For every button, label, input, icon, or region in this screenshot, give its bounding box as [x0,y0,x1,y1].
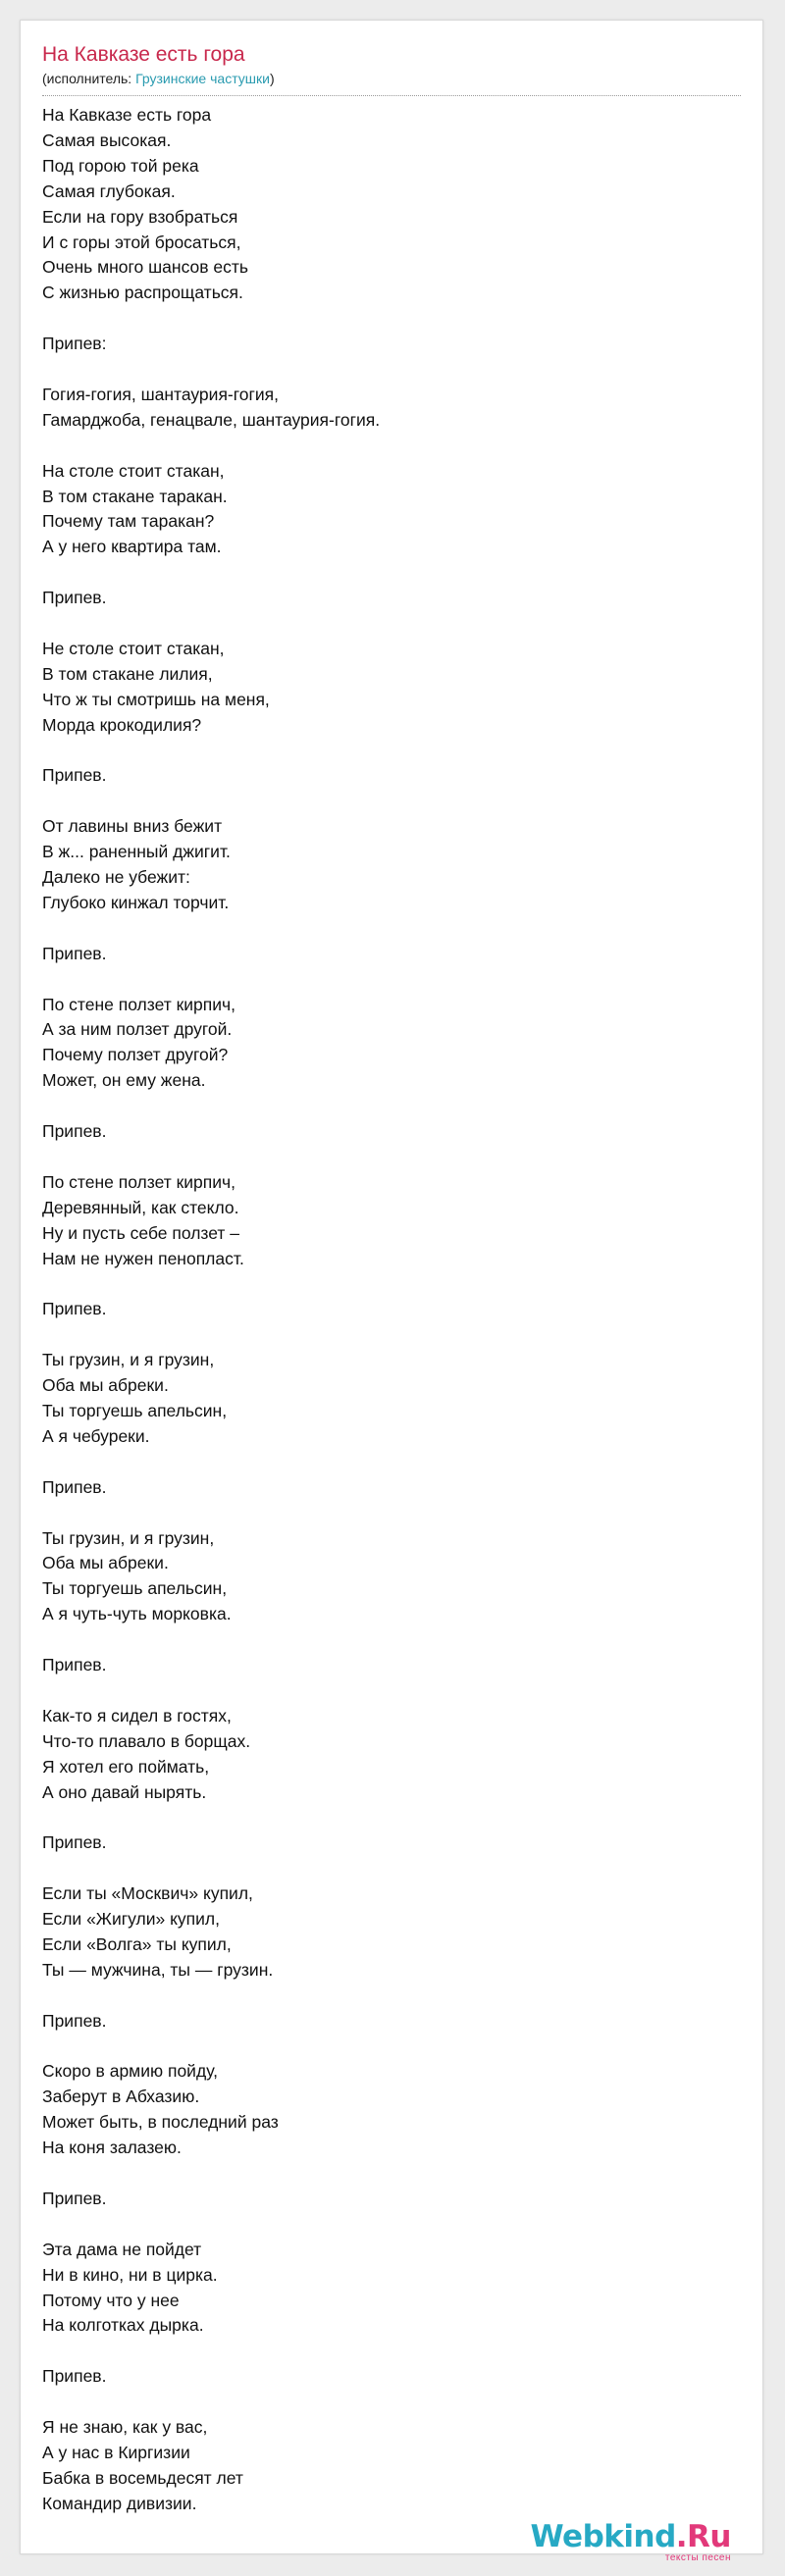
logo-tld: .Ru [675,2519,731,2554]
stanza [42,1348,741,1450]
lyric-line: Припев. [42,1299,107,1319]
lyric-line: Припев: [42,334,107,354]
lyric-line: Припев. [42,1832,107,1853]
lyric-line: Эта дама не пойдет [42,2239,202,2259]
lyric-line: Ну и пусть себе ползет – [42,1222,239,1243]
stanza [42,1297,741,1322]
lyric-line: Далеко не убежит: [42,867,190,888]
lyric-line: Может, он ему жена. [42,1070,206,1091]
lyric-line: Если «Жигули» купил, [42,1909,220,1930]
stanza [42,1704,741,1806]
lyrics-card [20,20,763,2563]
lyric-line: Очень много шансов есть [42,257,249,278]
logo-tagline: тексты песен [664,2552,731,2563]
lyric-line: Как-то я сидел в гостях, [42,1705,232,1726]
lyric-line: Самая высокая. [42,129,172,150]
lyric-line: От лавины вниз бежит [42,816,223,837]
lyric-line: Если на гору взобраться [42,206,238,227]
logo-wordmark [530,2519,731,2554]
lyric-line: Самая глубокая. [42,180,176,201]
lyric-line: Что-то плавало в борщах. [42,1730,251,1751]
lyric-line: Припев. [42,2010,107,2031]
stanza [42,2364,741,2390]
performer-line: (исполнитель: Грузинские частушки) [42,71,275,86]
header-divider [42,95,741,96]
stanza [42,1830,741,1856]
lyric-line: Не столе стоит стакан, [42,638,225,658]
lyric-line: Припев. [42,1121,107,1142]
lyric-line: На Кавказе есть гора [42,105,212,125]
lyric-line: А у него квартира там. [42,537,222,557]
stanza [42,2059,741,2161]
lyric-line: Оба мы абреки. [42,1553,169,1573]
lyric-line: Ты торгуешь апельсин, [42,1578,228,1599]
stanza [42,942,741,967]
lyric-line: Припев. [42,765,107,786]
site-logo[interactable] [530,2519,731,2563]
lyric-line: Оба мы абреки. [42,1375,169,1396]
lyric-line: Скоро в армию пойду, [42,2061,219,2082]
lyric-line: В ж... раненный джигит. [42,842,231,862]
stanza [42,383,741,434]
stanza [42,2238,741,2340]
stanza [42,103,741,306]
stanza [42,2009,741,2035]
lyric-line: А оно давай нырять. [42,1781,207,1802]
lyric-line: А за ним ползет другой. [42,1019,233,1040]
lyric-line: Почему ползет другой? [42,1045,229,1065]
lyric-line: С жизнью распрощаться. [42,283,243,303]
lyric-line: Ты грузин, и я грузин, [42,1350,215,1370]
stanza [42,993,741,1095]
lyric-line: Припев. [42,588,107,608]
lyric-line: Припев. [42,1655,107,1675]
stanza [42,637,741,739]
lyric-line: Если ты «Москвич» купил, [42,1883,253,1904]
lyric-line: А я чуть-чуть морковка. [42,1604,232,1624]
stanza [42,1881,741,1984]
lyric-line: Командир дивизии. [42,2493,197,2513]
lyric-line: Потому что у нее [42,2290,180,2310]
lyric-line: На столе стоит стакан, [42,460,225,481]
lyric-line: Заберут в Абхазию. [42,2087,200,2107]
logo-name: Webkind [530,2519,676,2554]
lyric-line: А у нас в Киргизии [42,2442,190,2462]
lyric-line: Почему там таракан? [42,511,215,532]
stanza [42,1119,741,1145]
lyric-line: Морда крокодилия? [42,714,202,735]
lyric-line: Я не знаю, как у вас, [42,2417,208,2438]
lyric-line: Я хотел его поймать, [42,1756,210,1777]
lyric-line: По стене ползет кирпич, [42,994,236,1014]
lyric-line: Может быть, в последний раз [42,2112,279,2133]
artist-link[interactable]: Грузинские частушки [135,71,270,86]
stanza [42,2415,741,2517]
lyric-line: Припев. [42,2366,107,2387]
lyric-line: В том стакане лилия, [42,663,213,684]
lyric-line: Ты торгуешь апельсин, [42,1401,228,1421]
stanza [42,1526,741,1628]
lyric-line: В том стакане таракан. [42,486,228,506]
stanza [42,459,741,561]
stanza [42,1170,741,1272]
lyrics-text [42,103,741,2543]
stanza [42,1475,741,1501]
lyric-line: Гамарджоба, генацвале, шантаурия-гогия. [42,409,381,430]
lyric-line: По стене ползет кирпич, [42,1171,236,1192]
lyric-line: Ты грузин, и я грузин, [42,1527,215,1548]
song-title: На Кавказе есть гора [42,43,245,66]
stanza [42,586,741,611]
lyric-line: Гогия-гогия, шантаурия-гогия, [42,384,279,404]
lyric-line: Глубоко кинжал торчит. [42,892,230,912]
lyric-line: Под горою той река [42,155,199,176]
performer-label: исполнитель: [46,71,136,86]
lyric-line: Ты — мужчина, ты — грузин. [42,1959,274,1980]
lyric-line: А я чебуреки. [42,1425,150,1446]
song-header [42,42,741,87]
lyric-line: Бабка в восемьдесят лет [42,2467,243,2488]
lyric-line: Припев. [42,2188,107,2208]
lyric-line: И с горы этой бросаться, [42,232,241,252]
stanza [42,814,741,916]
stanza [42,1653,741,1678]
stanza [42,763,741,789]
lyric-line: Нам не нужен пенопласт. [42,1248,244,1268]
lyric-line: На коня залазею. [42,2138,182,2158]
stanza [42,2187,741,2212]
lyric-line: Припев. [42,943,107,963]
lyric-line: Если «Волга» ты купил, [42,1933,232,1954]
stanza [42,332,741,357]
lyric-line: Припев. [42,1476,107,1497]
lyric-line: На колготках дырка. [42,2315,204,2336]
lyric-line: Деревянный, как стекло. [42,1197,239,1217]
lyric-line: Ни в кино, ни в цирка. [42,2264,218,2285]
lyric-line: Что ж ты смотришь на меня, [42,689,270,709]
